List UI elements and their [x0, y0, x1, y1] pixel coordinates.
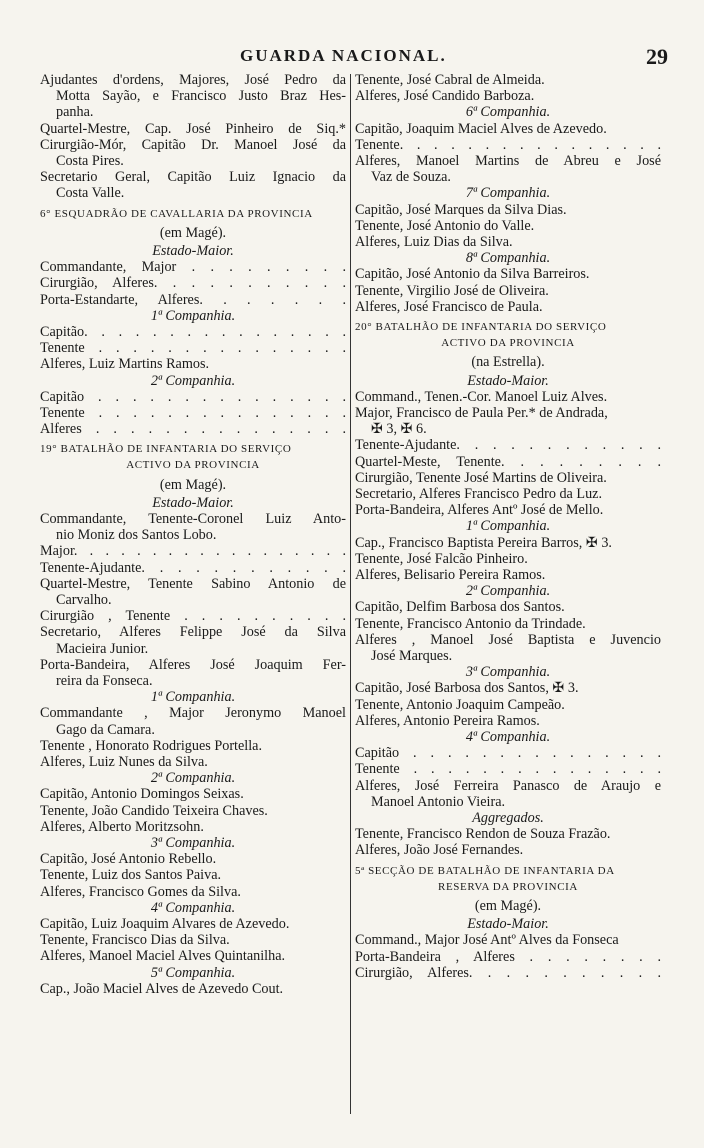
- text-line: Tenente . . . . . . . . . . . . . . .: [40, 404, 346, 421]
- text-line: Macieira Junior.: [56, 640, 149, 657]
- subheading: Estado-Maior.: [152, 242, 234, 259]
- subheading: 2ª Companhia.: [465, 583, 551, 600]
- section-heading: 5ª SECÇÃO DE BATALHÃO DE INFANTARIA DA: [355, 864, 615, 877]
- text-line: Cirurgião, Tenente José Martins de Oliveira.: [355, 469, 607, 486]
- subheading: Estado-Maior.: [467, 372, 549, 389]
- text-line: Alferes, Luiz Martins Ramos.: [40, 356, 210, 373]
- text-line: Alferes, Belisario Pereira Ramos.: [355, 567, 546, 584]
- subheading: Estado-Maior.: [467, 916, 549, 933]
- page-header: [0, 46, 704, 72]
- text-line: Major. . . . . . . . . . . . . . . . . .: [40, 543, 346, 560]
- text-line: Alferes . . . . . . . . . . . . . . .: [40, 421, 346, 438]
- text-line: Capitão, José Barbosa dos Santos, ✠ 3.: [355, 680, 579, 697]
- subheading: 8ª Companhia.: [465, 250, 551, 267]
- text-line: Alferes, Alberto Moritzsohn.: [40, 818, 204, 835]
- page-number: 29: [646, 44, 668, 69]
- text-line: Cirurgião-Mór, Capitão Dr. Manoel José da: [40, 136, 346, 153]
- section-heading: RESERVA DA PROVINCIA: [438, 880, 578, 893]
- text-line: Porta-Bandeira, Alferes José Joaquim Fer-: [40, 656, 346, 673]
- text-line: Porta-Bandeira, Alferes Antº José de Mello.: [355, 502, 604, 519]
- text-line: Tenente, José Cabral de Almeida.: [355, 72, 545, 88]
- text-line: Tenente-Ajudante. . . . . . . . . . . .: [40, 559, 346, 576]
- text-line: Tenente, Francisco Antonio da Trindade.: [355, 615, 586, 632]
- text-line: Secretario, Alferes Felippe José da Silva: [40, 624, 346, 641]
- text-line: Tenente, João Candido Teixeira Chaves.: [40, 802, 268, 819]
- text-line: Manoel Antonio Vieira.: [371, 793, 506, 810]
- text-line: (em Magé).: [159, 224, 227, 241]
- text-line: Quartel-Meste, Tenente. . . . . . . . .: [355, 453, 661, 470]
- text-line: Alferes, José Candido Barboza.: [355, 88, 535, 105]
- text-line: Ajudantes d'ordens, Majores, José Pedro da: [40, 72, 346, 88]
- text-line: (em Magé).: [159, 476, 227, 493]
- text-line: Porta-Bandeira , Alferes . . . . . . . .: [355, 948, 661, 965]
- text-line: Alferes, Antonio Pereira Ramos.: [355, 712, 540, 729]
- subheading: Estado-Maior.: [152, 494, 234, 511]
- text-line: Commandante , Major Jeronymo Manoel: [40, 705, 346, 722]
- text-line: Capitão, Delfim Barbosa dos Santos.: [355, 599, 565, 616]
- text-line: Vaz de Souza.: [371, 169, 451, 186]
- text-line: Cirurgião, Alferes. . . . . . . . . . .: [40, 275, 346, 292]
- subheading: 1ª Companhia.: [465, 518, 551, 535]
- text-line: Major, Francisco de Paula Per.* de Andrada,: [355, 405, 608, 422]
- text-line: Alferes, José Ferreira Panasco de Araujo e: [355, 777, 661, 794]
- text-line: Porta-Estandarte, Alferes. . . . . . .: [40, 291, 346, 308]
- text-line: Alferes , Manoel José Baptista e Juvencio: [355, 631, 661, 648]
- text-line: Secretario Geral, Capitão Luiz Ignacio da: [40, 169, 346, 186]
- text-line: ✠ 3, ✠ 6.: [371, 421, 427, 438]
- text-line: Cap., Francisco Baptista Pereira Barros, ✠ 3.: [355, 534, 612, 551]
- text-line: Capitão, José Marques da Silva Dias.: [355, 201, 567, 218]
- text-line: Capitão, Antonio Domingos Seixas.: [40, 786, 244, 803]
- text-line: Tenente . . . . . . . . . . . . . . .: [355, 761, 661, 778]
- left-column: [40, 72, 346, 997]
- text-line: Tenente, Virgilio José de Oliveira.: [355, 282, 549, 299]
- text-line: Quartel-Mestre, Tenente Sabino Antonio de: [40, 575, 346, 592]
- text-line: Tenente . . . . . . . . . . . . . . .: [40, 340, 346, 357]
- text-line: Cirurgião , Tenente . . . . . . . . . .: [40, 608, 346, 625]
- text-line: Tenente , Honorato Rodrigues Portella.: [40, 737, 263, 754]
- text-line: Tenente-Ajudante. . . . . . . . . . . .: [355, 437, 661, 454]
- section-heading: ACTIVO DA PROVINCIA: [126, 459, 260, 472]
- text-line: Commandante, Major . . . . . . . . .: [40, 259, 346, 276]
- text-line: nio Moniz dos Santos Lobo.: [56, 527, 217, 544]
- subheading: Aggregados.: [472, 810, 544, 827]
- subheading: 3ª Companhia.: [465, 664, 551, 681]
- text-line: (na Estrella).: [471, 354, 545, 371]
- subheading: 7ª Companhia.: [465, 185, 551, 202]
- text-line: José Marques.: [371, 648, 453, 665]
- text-line: Capitão, José Antonio Rebello.: [40, 851, 217, 868]
- section-heading: 19° BATALHÃO DE INFANTARIA DO SERVIÇO: [40, 443, 292, 456]
- subheading: 1ª Companhia.: [150, 307, 236, 324]
- text-line: Command., Tenen.-Cor. Manoel Luiz Alves.: [355, 388, 608, 405]
- text-line: Tenente, Francisco Rendon de Souza Frazão.: [355, 826, 611, 843]
- subheading: 6ª Companhia.: [465, 104, 551, 121]
- text-line: Alferes, Manoel Martins de Abreu e José: [355, 153, 661, 169]
- text-line: Alferes, Luiz Nunes da Silva.: [40, 754, 208, 770]
- text-line: Carvalho.: [56, 592, 112, 609]
- text-line: Tenente, José Antonio do Valle.: [355, 217, 535, 234]
- text-line: Alferes, João José Fernandes.: [355, 842, 524, 859]
- subheading: 3ª Companhia.: [150, 835, 236, 852]
- text-line: Motta Sayão, e Francisco Justo Braz Hes-: [56, 88, 346, 105]
- text-line: Alferes, José Francisco de Paula.: [355, 298, 543, 315]
- section-heading: 20° BATALHÃO DE INFANTARIA DO SERVIÇO: [355, 321, 607, 334]
- text-line: Capitão, Joaquim Maciel Alves de Azevedo.: [355, 120, 607, 137]
- text-line: panha.: [56, 104, 94, 121]
- text-line: Tenente, Francisco Dias da Silva.: [40, 932, 230, 949]
- text-line: Command., Major José Antº Alves da Fonseca: [355, 932, 619, 949]
- subheading: 2ª Companhia.: [150, 770, 236, 787]
- running-head: GUARDA NACIONAL.: [240, 46, 447, 65]
- text-line: Alferes, Manoel Maciel Alves Quintanilha.: [40, 948, 286, 965]
- text-line: Cirurgião, Alferes. . . . . . . . . . .: [355, 964, 661, 981]
- text-line: Secretario, Alferes Francisco Pedro da Luz.: [355, 486, 603, 503]
- text-line: Capitão, José Antonio da Silva Barreiros.: [355, 266, 590, 283]
- text-line: Tenente, José Falcão Pinheiro.: [355, 550, 528, 567]
- subheading: 4ª Companhia.: [465, 729, 551, 746]
- subheading: 5ª Companhia.: [150, 964, 236, 981]
- subheading: 1ª Companhia.: [150, 689, 236, 706]
- text-line: Capitão. . . . . . . . . . . . . . . .: [40, 323, 346, 340]
- text-line: Capitão, Luiz Joaquim Alvares de Azevedo.: [40, 916, 290, 933]
- text-line: Commandante, Tenente-Coronel Luiz Anto-: [40, 511, 346, 528]
- right-column: [355, 72, 661, 981]
- text-line: reira da Fonseca.: [56, 673, 153, 689]
- text-line: Capitão . . . . . . . . . . . . . . .: [40, 388, 346, 405]
- text-line: Capitão . . . . . . . . . . . . . . .: [355, 745, 661, 762]
- text-line: Costa Pires.: [56, 152, 124, 169]
- text-line: Tenente, Luiz dos Santos Paiva.: [40, 867, 222, 884]
- section-heading: 6° ESQUADRÃO DE CAVALLARIA DA PROVINCIA: [40, 207, 313, 220]
- text-line: (em Magé).: [474, 898, 542, 915]
- column-divider: [350, 74, 351, 1114]
- text-line: Tenente. . . . . . . . . . . . . . . .: [355, 136, 661, 153]
- text-line: Costa Valle.: [56, 185, 125, 202]
- text-line: Alferes, Francisco Gomes da Silva.: [40, 883, 241, 900]
- text-line: Alferes, Luiz Dias da Silva.: [355, 234, 513, 250]
- section-heading: ACTIVO DA PROVINCIA: [441, 337, 575, 350]
- text-line: Cap., João Maciel Alves de Azevedo Cout.: [40, 980, 284, 997]
- text-line: Gago da Camara.: [56, 721, 155, 738]
- text-line: Quartel-Mestre, Cap. José Pinheiro de Siq.*: [40, 120, 346, 137]
- subheading: 2ª Companhia.: [150, 372, 236, 389]
- subheading: 4ª Companhia.: [150, 899, 236, 916]
- text-line: Tenente, Antonio Joaquim Campeão.: [355, 696, 565, 713]
